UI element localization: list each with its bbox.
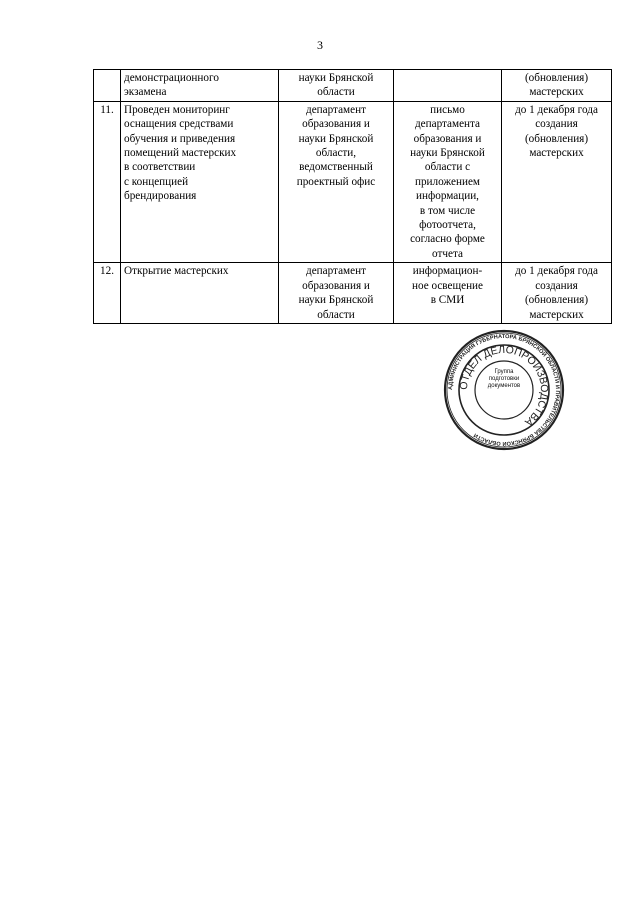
cell-line: оснащения средствами [124, 118, 234, 131]
row-number-cell: 12. [94, 263, 121, 324]
cell-line: брендирования [124, 190, 197, 203]
cell-line: области [317, 308, 355, 321]
page-number: 3 [317, 38, 323, 52]
cell-line: проектный офис [296, 175, 376, 188]
cell-line: отчета [432, 247, 463, 260]
cell-line: области с [424, 161, 471, 174]
cell-line: в соответствии [124, 161, 196, 174]
office-stamp [443, 329, 565, 451]
svg-text:ОТДЕЛ ДЕЛОПРОИЗВОДСТВА: ОТДЕЛ ДЕЛОПРОИЗВОДСТВА [457, 343, 551, 429]
svg-text:АДМИНИСТРАЦИЯ ГУБЕРНАТОРА БРЯН: АДМИНИСТРАЦИЯ ГУБЕРНАТОРА БРЯНСКОЙ ОБЛАСТИ И ПРАВИТЕЛЬСТВА БРЯНСКОЙ ОБЛАСТИ [447, 333, 561, 447]
responsible-cell [279, 263, 394, 324]
cell-line: создания [535, 279, 578, 292]
cell-line: информацион- [412, 265, 483, 278]
responsible-cell [279, 70, 394, 102]
cell-line: Проведен мониторинг [124, 103, 230, 116]
cell-line: фотоотчета, [419, 219, 476, 232]
table-row [94, 70, 612, 102]
cell-line: приложением [414, 175, 481, 188]
cell-line: с концепцией [124, 175, 189, 188]
action-cell [121, 101, 279, 262]
stamp-center-line: Группа [494, 369, 514, 375]
cell-line: согласно форме [410, 233, 485, 246]
cell-line: до 1 декабря года [515, 265, 598, 278]
cell-line: до 1 декабря года [515, 103, 598, 116]
cell-line: департамент [306, 103, 366, 116]
cell-line: Открытие мастерских [124, 265, 229, 278]
cell-line: науки Брянской [410, 147, 485, 160]
cell-line: науки Брянской [298, 132, 374, 145]
table-row [94, 101, 612, 262]
cell-line: образования и [413, 132, 482, 145]
cell-line: ведомственный [299, 161, 373, 174]
cell-line: науки Брянской [298, 72, 374, 84]
cell-line: в том числе [419, 204, 476, 217]
action-cell [121, 70, 279, 102]
reporting-form-cell [394, 263, 502, 324]
cell-line: мастерских [529, 308, 584, 321]
cell-line: департамент [306, 265, 366, 278]
cell-line: области, [315, 147, 357, 160]
cell-line: образования и [302, 279, 370, 292]
cell-line: ное освещение [411, 279, 484, 292]
cell-line: информации, [416, 190, 479, 203]
reporting-form-cell [394, 101, 502, 262]
cell-line: письмо [430, 103, 465, 116]
cell-line: науки Брянской [298, 294, 374, 307]
plan-table [93, 69, 612, 324]
cell-line: мастерских [529, 86, 584, 99]
action-cell [121, 263, 279, 324]
reporting-form-cell [394, 70, 502, 102]
stamp-center-line: документов [487, 383, 521, 389]
cell-line: образования и [302, 118, 370, 131]
cell-line: помещений мастерских [124, 147, 237, 160]
row-number-cell: 11. [94, 101, 121, 262]
stamp-center-text [481, 369, 527, 407]
cell-line: области [317, 86, 355, 99]
stamp-center-line: подготовки [488, 376, 520, 382]
cell-line: мастерских [529, 147, 584, 160]
cell-line: (обновления) [524, 294, 589, 307]
cell-line: обучения и приведения [124, 132, 236, 145]
deadline-cell [502, 70, 612, 102]
cell-line: в СМИ [430, 294, 465, 307]
row-number-cell [94, 70, 121, 102]
cell-line: (обновления) [524, 72, 589, 84]
table-row [94, 263, 612, 324]
responsible-cell [279, 101, 394, 262]
cell-line: экзамена [124, 86, 167, 99]
deadline-cell [502, 101, 612, 262]
cell-line: демонстрационного [124, 72, 219, 84]
deadline-cell [502, 263, 612, 324]
cell-line: (обновления) [524, 132, 589, 145]
cell-line: департамента [414, 118, 481, 131]
cell-line: создания [535, 118, 578, 131]
